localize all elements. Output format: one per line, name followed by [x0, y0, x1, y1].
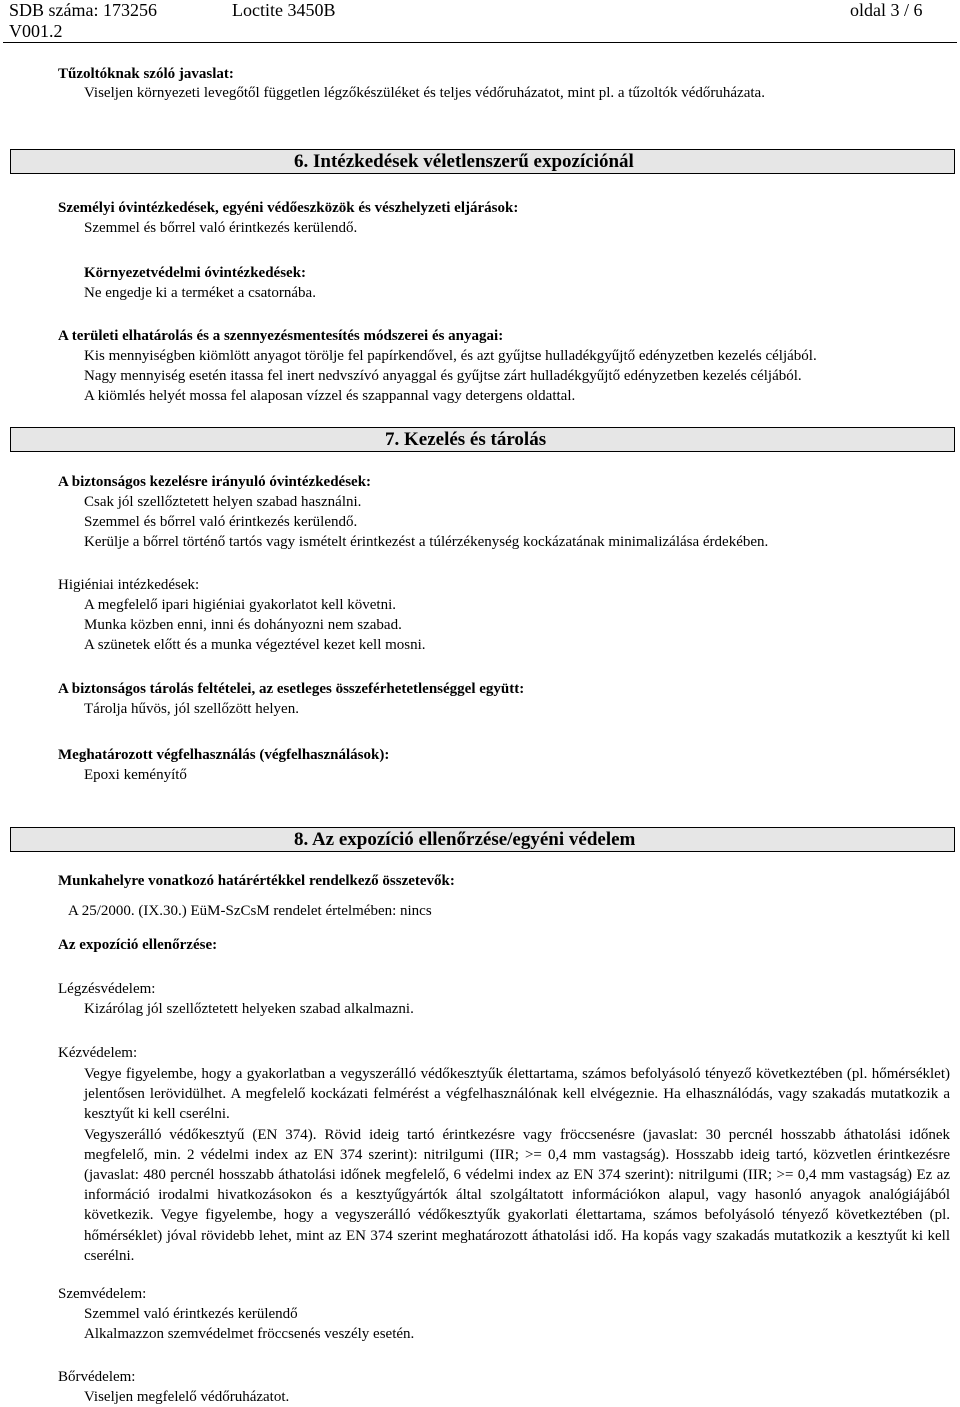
hand-protection-label: Kézvédelem:: [58, 1045, 138, 1061]
section-6-title: 6. Intézkedések véletlenszerű expozíciónál: [294, 151, 634, 172]
personal-precautions-heading: Személyi óvintézkedések, egyéni védőeszközök és vészhelyzeti eljárások:: [58, 200, 519, 216]
safe-handling-line: Kerülje a bőrrel történő tartós vagy ismételt érintkezést a túlérzékenység kockázatának minimalizálása érdekében.: [84, 534, 769, 550]
environmental-precautions-heading: Környezetvédelmi óvintézkedések:: [84, 265, 307, 281]
cleanup-line: Kis mennyiségben kiömlött anyagot törölje fel papírkendővel, és azt gyűjtse hulladékgyűjtő edényzetben kezelés céljából.: [84, 348, 817, 364]
exposure-controls-heading: Az expozíció ellenőrzése:: [58, 937, 218, 953]
firefighters-text: Viseljen környezeti levegőtől független légzőkészüléket és teljes védőruházatot, mint pl. a tűzoltók védőruházata.: [84, 85, 765, 101]
hand-protection-text: [84, 1064, 950, 1266]
end-use-text: Epoxi keményítő: [84, 767, 187, 783]
respiratory-protection-label: Légzésvédelem:: [58, 981, 156, 997]
hygiene-heading: Higiéniai intézkedések:: [58, 577, 200, 593]
exposure-limits-heading: Munkahelyre vonatkozó határértékkel rendelkező összetevők:: [58, 873, 455, 889]
hygiene-line: A szünetek előtt és a munka végeztével kezet kell mosni.: [84, 637, 426, 653]
eye-protection-label: Szemvédelem:: [58, 1286, 147, 1302]
sds-number: SDB száma: 173256: [9, 0, 157, 20]
section-8-title: 8. Az expozíció ellenőrzése/egyéni védelem: [294, 829, 636, 850]
cleanup-heading: A területi elhatárolás és a szennyezésmentesítés módszerei és anyagai:: [58, 328, 504, 344]
skin-protection-text: Viseljen megfelelő védőruházatot.: [84, 1389, 290, 1405]
firefighters-heading: Tűzoltóknak szóló javaslat:: [58, 66, 234, 82]
eye-protection-line: Alkalmazzon szemvédelmet fröccsenés veszély esetén.: [84, 1326, 415, 1342]
storage-heading: A biztonságos tárolás feltételei, az esetleges összeférhetetlenséggel együtt:: [58, 681, 525, 697]
environmental-precautions-text: Ne engedje ki a terméket a csatornába.: [84, 285, 316, 301]
safe-handling-line: Csak jól szellőztetett helyen szabad használni.: [84, 494, 362, 510]
section-7-title: 7. Kezelés és tárolás: [385, 429, 547, 450]
storage-text: Tárolja hűvös, jól szellőzött helyen.: [84, 701, 299, 717]
end-use-heading: Meghatározott végfelhasználás (végfelhasználások):: [58, 747, 390, 763]
section-8-band: [10, 827, 955, 852]
safe-handling-line: Szemmel és bőrrel való érintkezés kerülendő.: [84, 514, 358, 530]
section-6-band: [10, 149, 955, 174]
safe-handling-heading: A biztonságos kezelésre irányuló óvintézkedések:: [58, 474, 372, 490]
exposure-limits-text: A 25/2000. (IX.30.) EüM-SzCsM rendelet értelmében: nincs: [68, 903, 432, 919]
section-7-band: [10, 427, 955, 452]
hygiene-line: A megfelelő ipari higiéniai gyakorlatot kell követni.: [84, 597, 396, 613]
cleanup-line: Nagy mennyiség esetén itassa fel inert nedvszívó anyaggal és gyűjtse zárt hulladékgyűjtő edényzetben kezelés céljából.: [84, 368, 802, 384]
product-name: Loctite 3450B: [232, 0, 336, 20]
header-rule: [3, 42, 957, 43]
hand-protection-paragraph: Vegyszerálló védőkesztyű (EN 374). Rövid ideig tartó érintkezésre vagy fröccsenésre (javaslat: 30 percnél hosszabb áthatolási időnek megfelelő, min. 2 védelmi index az EN 374 szerint): nitrilgumi (IIR; >= 0,4 mm vastagság). Hosszabb ideig tartó, közvetlen érintkezésre (javaslat: 480 percnél hosszabb áthatolási időnek megfelelő, 6 védelmi index az EN 374 szerint): nitrilgumi (IIR; >= 0,4 mm vastagság) Ez az információ irodalmi hivatkozásokon és a kesztyűgyártók által szolgáltatott információkon alapul, vagy hasonló anyagok analógiájából következik. Vegye figyelembe, hogy a vegyszerálló védőkesztyűk gyakorlati élettartama, számos befolyásoló tényező következtében (pl. hőmérséklet) jóval rövidebb lehet, mint az EN 374 szerint meghatározott áthatolási idő. Ha kopás vagy szakadás mutatkozik a kesztyűt ki kell cserélni.: [84, 1126, 950, 1264]
respiratory-protection-text: Kizárólag jól szellőztetett helyeken szabad alkalmazni.: [84, 1001, 414, 1017]
version-number: V001.2: [9, 21, 63, 41]
skin-protection-label: Bőrvédelem:: [58, 1369, 136, 1385]
personal-precautions-text: Szemmel és bőrrel való érintkezés kerülendő.: [84, 220, 358, 236]
eye-protection-line: Szemmel való érintkezés kerülendő: [84, 1306, 298, 1322]
hygiene-line: Munka közben enni, inni és dohányozni nem szabad.: [84, 617, 402, 633]
page-number: oldal 3 / 6: [850, 0, 923, 20]
hand-protection-paragraph: Vegye figyelembe, hogy a gyakorlatban a vegyszerálló védőkesztyűk élettartama, számos befolyásoló tényező következtében (pl. hőmérséklet) jelentősen lerövidülhet. A megfelelő kockázati felmérést a végfelhasználónak kell elvégeznie. Ha elhasználódás, vagy szakadás mutatkozik a kesztyűt ki kell cserélni.: [84, 1066, 950, 1123]
cleanup-line: A kiömlés helyét mossa fel alaposan vízzel és szappannal vagy detergens oldattal.: [84, 388, 576, 404]
